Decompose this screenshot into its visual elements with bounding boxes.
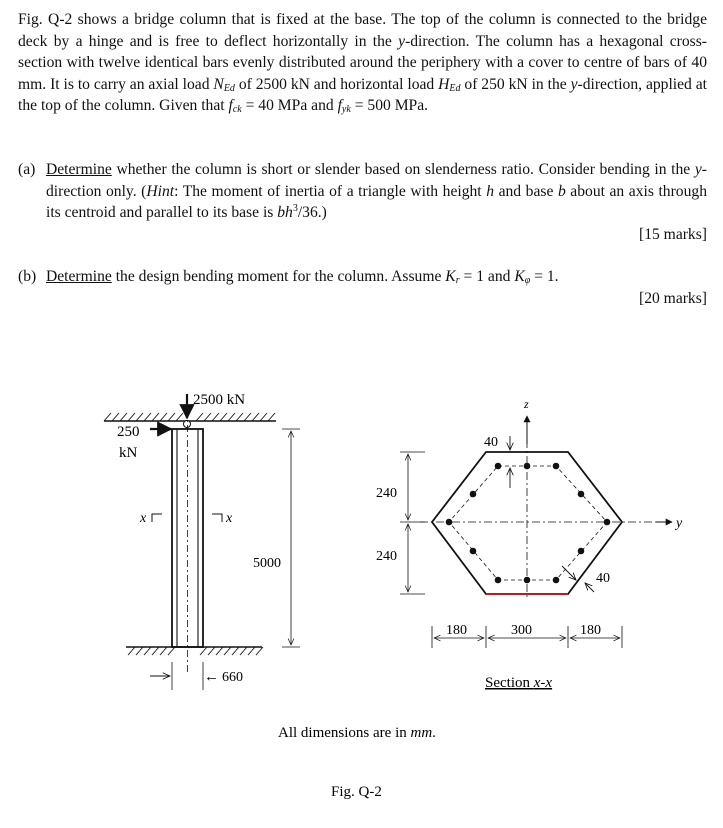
rebar <box>470 548 477 555</box>
hinge-icon <box>184 421 191 428</box>
figure-caption: Fig. Q-2 <box>331 784 382 800</box>
rebar <box>604 519 611 526</box>
part-a-tag: (a) <box>18 161 36 178</box>
cover-corner-arrow-in <box>562 566 576 580</box>
axial-load-label: 2500 kN <box>193 392 246 408</box>
part-b-marks: [20 marks] <box>639 289 707 307</box>
cover-top-label: 40 <box>484 435 498 450</box>
width-dimension-label: 660 <box>222 670 243 685</box>
question-intro: Fig. Q-2 shows a bridge column that is fixed at the base. The top of the column is connected to the bridge deck by a hinge and is free to deflect horizontally in the y-direction. The column has a hexagonal cross-section with twelve identical bars evenly distributed around the periphery with a cover to centre of bars of 40 mm. It is to carry an axial load $N_{Ed}$ of 2500 kN and horizontal load $H_{Ed}$ of 250 kN in the y-direction, applied at the top of the column. Given that $f_{ck} = 40$ MPa and $f_{yk} = 500$ MPa. <box>18 11 708 115</box>
link-outline <box>449 466 607 580</box>
rebar <box>578 548 585 555</box>
dim-lower-label: 240 <box>376 549 397 564</box>
rebar-set <box>446 463 611 584</box>
rebar <box>495 577 502 584</box>
part-b-tag: (b) <box>18 268 37 285</box>
dim-mid-label: 300 <box>511 623 532 638</box>
question-part-b <box>18 266 707 309</box>
rebar <box>553 463 560 470</box>
section-mark-left-label: x <box>140 511 147 526</box>
height-dimension-label: 5000 <box>253 556 281 571</box>
z-axis-label: z <box>524 397 529 411</box>
dimensions-note: All dimensions are in mm. <box>278 725 436 741</box>
part-b-text: Determine the design bending moment for the column. Assume $K_r = 1$ and $K_\varphi = 1$. <box>46 268 559 286</box>
hexagonal-section <box>374 397 683 691</box>
question-part-a <box>18 159 707 245</box>
width-dim-arrow-right: ← <box>204 669 219 685</box>
section-title: Section x-x <box>485 675 553 691</box>
rebar <box>524 577 531 584</box>
dim-upper-label: 240 <box>376 486 397 501</box>
section-mark-right-label: x <box>226 511 233 526</box>
section-mark-left <box>152 514 162 522</box>
rebar <box>446 519 453 526</box>
section-mark-right <box>212 514 222 522</box>
base-hatching <box>128 647 263 655</box>
rebar <box>578 491 585 498</box>
y-axis-label: y <box>676 516 683 531</box>
cover-corner-label: 40 <box>596 571 610 586</box>
horizontal-load-unit: kN <box>119 445 138 461</box>
dim-left-label: 180 <box>446 623 467 638</box>
rebar <box>470 491 477 498</box>
deck-hatching <box>104 413 275 421</box>
rebar <box>495 463 502 470</box>
rebar <box>553 577 560 584</box>
part-a-text: Determine whether the column is short or slender based on slenderness ratio. Consider bending in the y-direction only. (Hint: The moment of inertia of a triangle with height h and base b about an axis through its centroid and parallel to its base is $bh^3/36$.) <box>46 161 707 221</box>
rebar <box>524 463 531 470</box>
column-elevation <box>104 392 300 690</box>
horizontal-load-value: 250 <box>117 424 140 440</box>
figure-q2 <box>0 330 723 828</box>
cover-corner-arrow-out <box>585 583 594 592</box>
part-a-marks: [15 marks] <box>639 225 707 243</box>
dim-right-label: 180 <box>580 623 601 638</box>
